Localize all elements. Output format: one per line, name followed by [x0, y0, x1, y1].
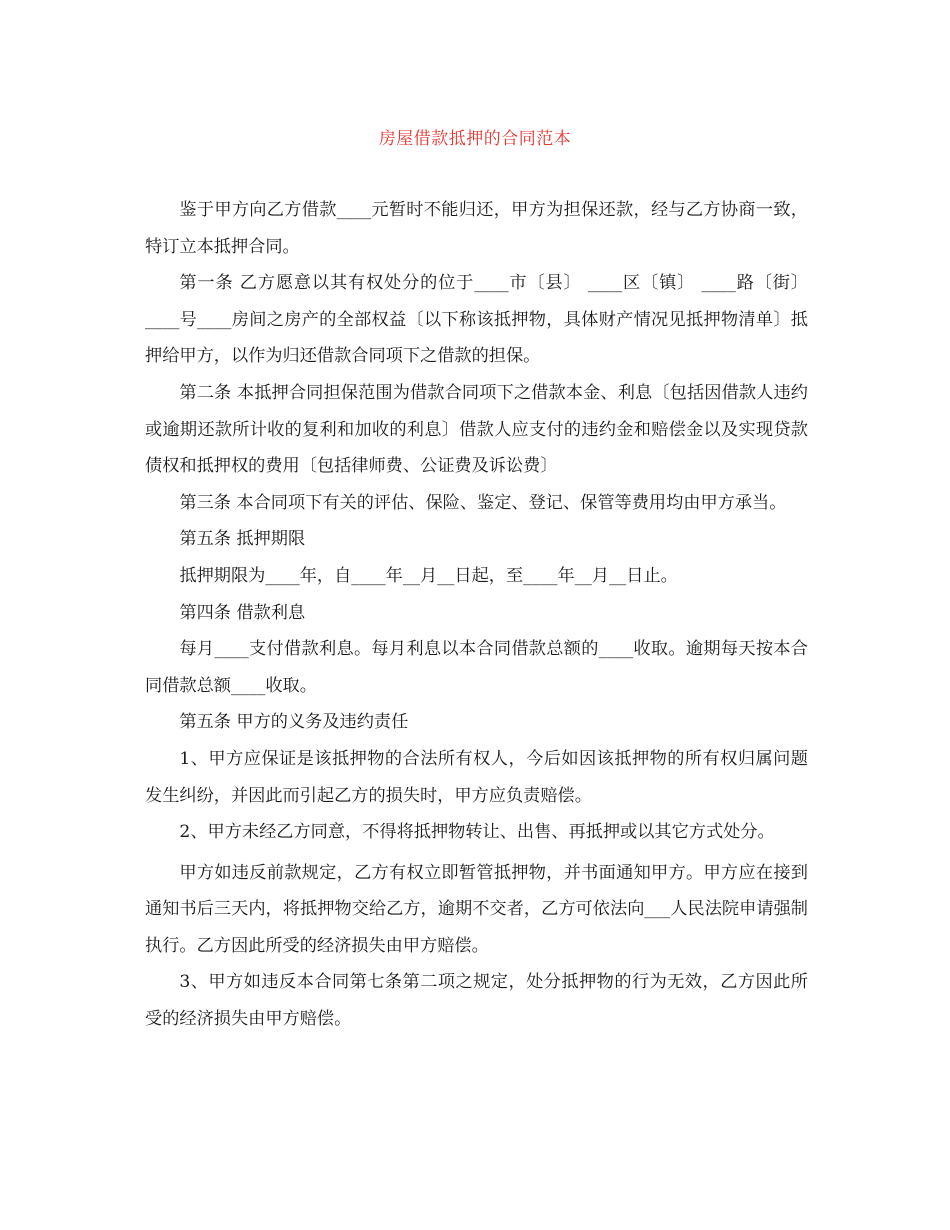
- document-body: [145, 192, 808, 1038]
- paragraph-article-1: 第一条 乙方愿意以其有权处分的位于____市〔县〕 ____区〔镇〕 ____路〔街〕 ____号____房间之房产的全部权益〔以下称该抵押物，具体财产情况见抵押物清单〕抵押给甲方，以作为归还借款合同项下之借款的担保。: [145, 273, 808, 367]
- paragraph-violation: 甲方如违反前款规定，乙方有权立即暂管抵押物，并书面通知甲方。甲方应在接到通知书后三天内，将抵押物交给乙方，逾期不交者，乙方可依法向___人民法院申请强制执行。乙方因此所受的经济损失由甲方赔偿。: [145, 862, 808, 956]
- paragraph-mortgage-term: 抵押期限为____年，自____年__月__日起，至____年__月__日止。: [179, 565, 678, 586]
- heading-loan-interest: 第四条 借款利息: [179, 602, 306, 623]
- paragraph-article-3: 第三条 本合同项下有关的评估、保险、鉴定、登记、保管等费用均由甲方承当。: [179, 492, 787, 513]
- paragraph-loan-interest: 每月____支付借款利息。每月利息以本合同借款总额的____收取。逾期每天按本合同借款总额____收取。: [145, 639, 808, 696]
- paragraph-obligation-1: 1、甲方应保证是该抵押物的合法所有权人，今后如因该抵押物的所有权归属问题发生纠纷，并因此而引起乙方的损失时，甲方应负责赔偿。: [145, 748, 808, 806]
- paragraph-obligation-3: 3、甲方如违反本合同第七条第二项之规定，处分抵押物的行为无效，乙方因此所受的经济损失由甲方赔偿。: [145, 972, 808, 1030]
- heading-mortgage-term: 第五条 抵押期限: [179, 529, 306, 550]
- paragraph-obligation-2: 2、甲方未经乙方同意，不得将抵押物转让、出售、再抵押或以其它方式处分。: [179, 822, 775, 843]
- heading-obligations: 第五条 甲方的义务及违约责任: [179, 712, 409, 733]
- document-title: 房屋借款抵押的合同范本: [378, 129, 572, 149]
- paragraph-article-2: 第二条 本抵押合同担保范围为借款合同项下之借款本金、利息〔包括因借款人违约或逾期还款所计收的复利和加收的利息〕借款人应支付的违约金和赔偿金以及实现贷款债权和抵押权的费用〔包括律师费、公证费及诉讼费〕: [145, 382, 808, 477]
- paragraph-preamble: 鉴于甲方向乙方借款____元暂时不能归还，甲方为担保还款，经与乙方协商一致，特订立本抵押合同。: [145, 200, 808, 257]
